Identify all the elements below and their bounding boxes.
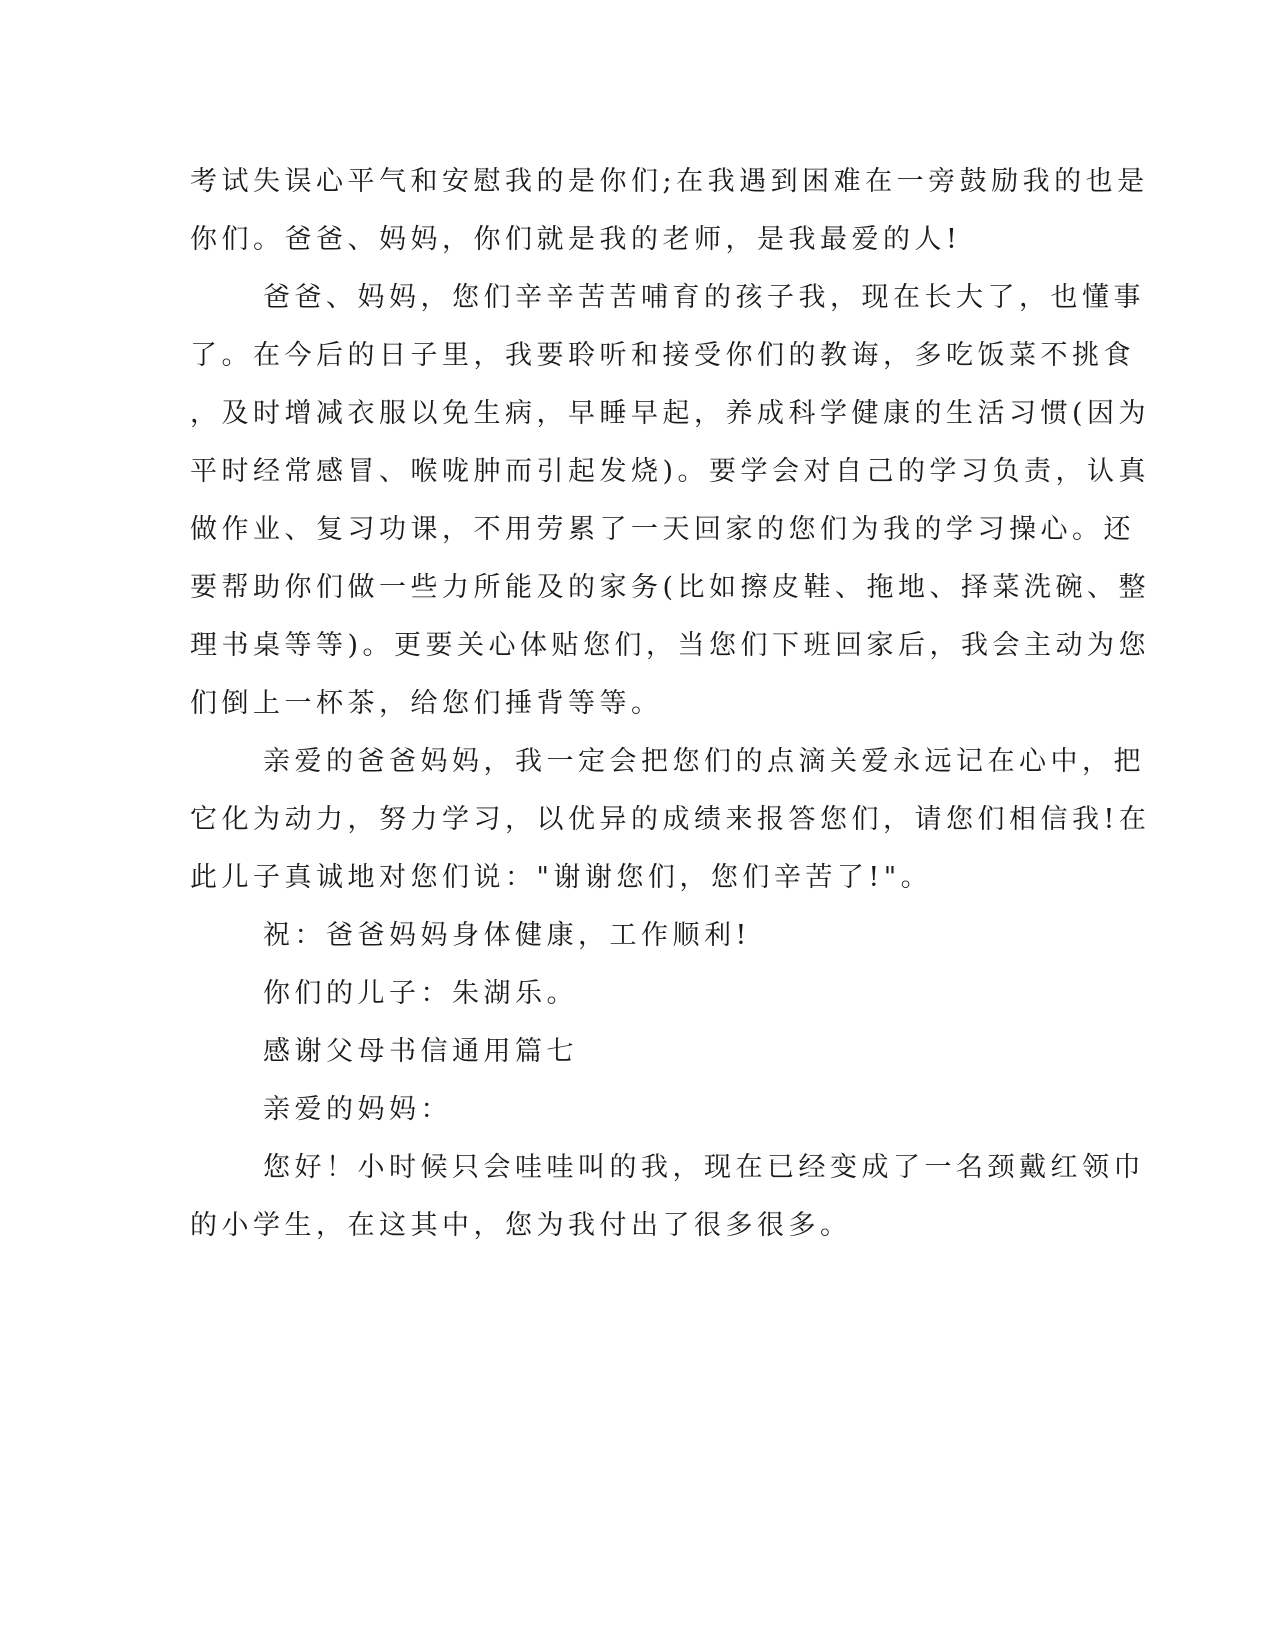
text-line: 它化为动力，努力学习，以优异的成绩来报答您们，请您们相信我!在 <box>190 804 1151 835</box>
section-title: 感谢父母书信通用篇七 <box>263 1036 578 1067</box>
signature-line: 你们的儿子：朱湖乐。 <box>263 978 578 1009</box>
paragraph-start: 爸爸、妈妈，您们辛辛苦苦哺育的孩子我，现在长大了，也懂事 <box>263 282 1145 313</box>
closing-wish: 祝：爸爸妈妈身体健康，工作顺利! <box>263 920 751 951</box>
paragraph-start: 亲爱的爸爸妈妈，我一定会把您们的点滴关爱永远记在心中，把 <box>263 746 1145 777</box>
paragraph-start: 您好！小时候只会哇哇叫的我，现在已经变成了一名颈戴红领巾 <box>263 1152 1145 1183</box>
salutation: 亲爱的妈妈： <box>263 1094 452 1125</box>
text-line: 的小学生，在这其中，您为我付出了很多很多。 <box>190 1210 852 1241</box>
text-line: 你们。爸爸、妈妈，你们就是我的老师，是我最爱的人! <box>190 224 962 255</box>
text-line: 平时经常感冒、喉咙肿而引起发烧)。要学会对自己的学习负责，认真 <box>190 456 1151 487</box>
text-line: 做作业、复习功课，不用劳累了一天回家的您们为我的学习操心。还 <box>190 514 1135 545</box>
text-line: 们倒上一杯茶，给您们捶背等等。 <box>190 688 663 719</box>
text-line: ，及时增减衣服以免生病，早睡早起，养成科学健康的生活习惯(因为 <box>190 398 1151 429</box>
text-line: 理书桌等等)。更要关心体贴您们，当您们下班回家后，我会主动为您 <box>190 630 1151 661</box>
text-line: 要帮助你们做一些力所能及的家务(比如擦皮鞋、拖地、择菜洗碗、整 <box>190 572 1151 603</box>
text-line: 考试失误心平气和安慰我的是你们;在我遇到困难在一旁鼓励我的也是 <box>190 166 1149 197</box>
text-line: 了。在今后的日子里，我要聆听和接受你们的教诲，多吃饭菜不挑食 <box>190 340 1135 371</box>
text-line: 此儿子真诚地对您们说："谢谢您们，您们辛苦了!"。 <box>190 862 933 893</box>
